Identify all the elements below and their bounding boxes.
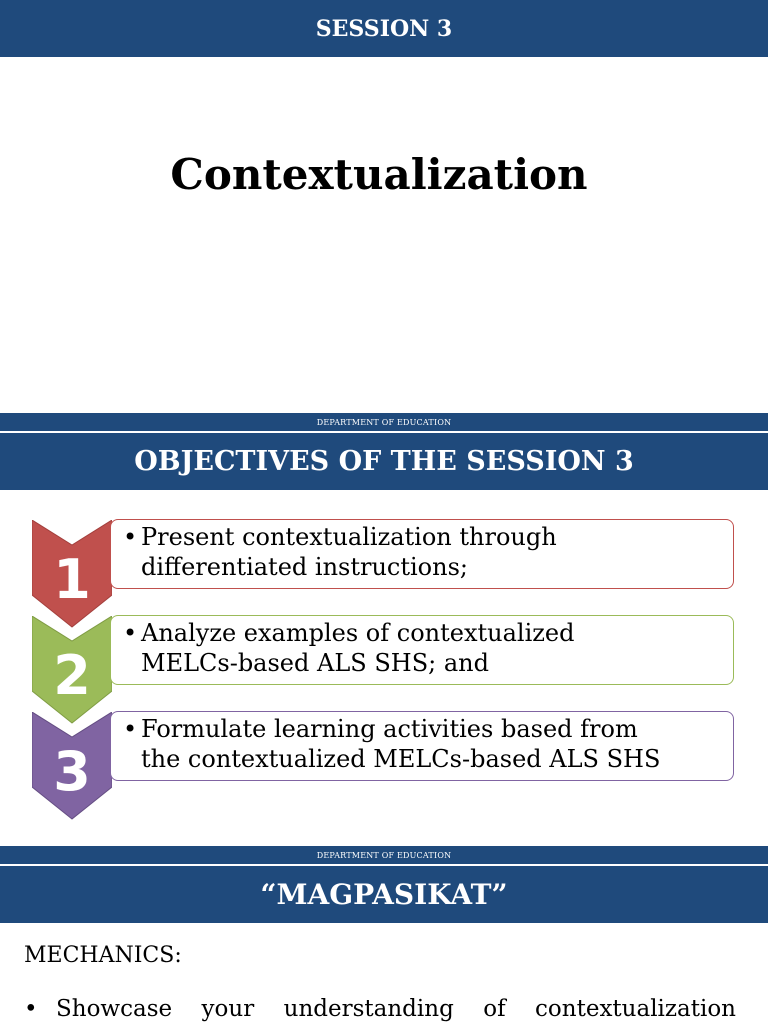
- objective-3-bullet: •: [123, 715, 138, 743]
- objective-3-box: [110, 711, 734, 781]
- objective-1-text: [141, 522, 723, 582]
- slide2-footer-text: DEPARTMENT OF EDUCATION: [316, 850, 452, 860]
- objective-2-bullet: •: [123, 619, 138, 647]
- objective-1-line1: Present contextualization through: [141, 523, 557, 551]
- slide1-footer-text: DEPARTMENT OF EDUCATION: [316, 417, 452, 427]
- objective-3-chevron: [32, 712, 112, 822]
- mechanics-bullet-text: Showcase your understanding of contextualization: [56, 996, 736, 1022]
- slide1-header-bar: [0, 0, 768, 57]
- objective-2-number: 2: [53, 644, 91, 707]
- objective-1-number: 1: [53, 548, 91, 611]
- objective-3-line2: the contextualized MELCs-based ALS SHS: [141, 745, 661, 773]
- objective-2-chevron: [32, 616, 112, 726]
- slide3-header-title: “MAGPASIKAT”: [260, 878, 508, 911]
- objective-1-box: [110, 519, 734, 589]
- slide2-header-bar: [0, 433, 768, 490]
- objective-3-number: 3: [53, 740, 91, 803]
- objective-1-chevron: [32, 520, 112, 630]
- objective-2-text: [141, 618, 723, 678]
- slide1-footer-bar: [0, 413, 768, 431]
- objective-2-box: [110, 615, 734, 685]
- objective-2-line1: Analyze examples of contextualized: [141, 619, 575, 647]
- slide1-title: Contextualization: [170, 150, 588, 199]
- mechanics-label: MECHANICS:: [24, 943, 182, 968]
- slide1-header-title: SESSION 3: [315, 15, 453, 42]
- slide3-header-bar: [0, 866, 768, 923]
- objective-3-line1: Formulate learning activities based from: [141, 715, 638, 743]
- objective-1-bullet: •: [123, 523, 138, 551]
- slide2-footer-bar: [0, 846, 768, 864]
- slide2-header-title: OBJECTIVES OF THE SESSION 3: [134, 446, 634, 477]
- objective-3-text: [141, 714, 723, 774]
- mechanics-bullet: •: [24, 996, 38, 1022]
- objective-2-line2: MELCs-based ALS SHS; and: [141, 649, 489, 677]
- objective-1-line2: differentiated instructions;: [141, 553, 468, 581]
